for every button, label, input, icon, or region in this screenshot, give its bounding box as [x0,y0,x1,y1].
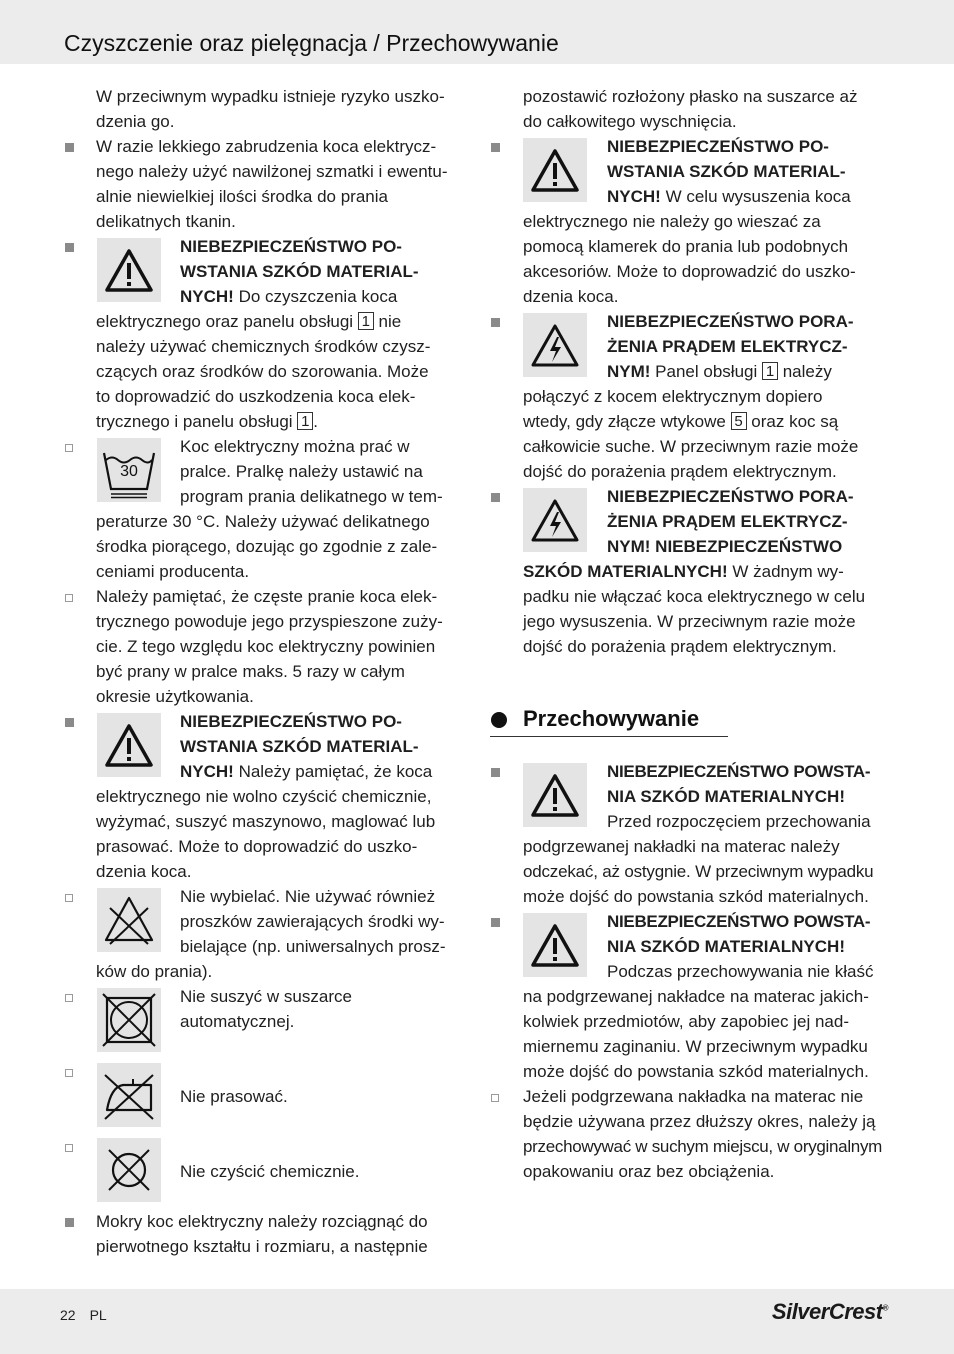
warning-triangle-icon [523,138,587,202]
text-line: Należy pamiętać, że częste pranie koca elek- [96,587,438,606]
text-line: akcesoriów. Może to doprowadzić do uszko- [523,262,856,281]
page-info [60,1307,107,1323]
text-line: pralce. Pralkę należy ustawić na [180,462,423,481]
part-reference: 1 [297,412,313,430]
wash-30-icon [97,438,161,502]
bullet-filled [491,768,500,777]
text-line: jego wysuszenia. W przeciwnym razie może [523,612,856,631]
text-line: miernemu zaginaniu. W przeciwnym wypadku [523,1037,868,1056]
text-line: ceniami producenta. [96,562,250,581]
text-span: należy [777,362,832,381]
text-line: Nie suszyć w suszarce [180,987,352,1006]
text-line: przechowywać w suchym miejscu, w oryginalnym [523,1137,883,1156]
warning-heading: NYCH! [180,287,234,306]
no-ironing-icon [97,1063,161,1127]
text-line: Podczas przechowywania nie kłaść [607,962,874,981]
bullet-filled [65,718,74,727]
bullet-open [65,1069,73,1077]
text-line: dojść do porażenia prądem elektrycznym. [523,637,837,656]
warning-triangle-icon [523,763,587,827]
text-span: Panel obsługi [650,362,762,381]
warning-heading: WSTANIA SZKÓD MATERIAL- [607,162,846,181]
no-bleach-icon [97,888,161,952]
warning-heading: NIEBEZPIECZEŃSTWO PORA- [607,312,854,331]
text-line: automatycznej. [180,1012,295,1031]
text-line: Koc elektryczny można prać w [180,437,410,456]
text-line: peraturze 30 °C. Należy używać delikatnego [96,512,430,531]
text-line: połączyć z kocem elektrycznym dopiero [523,387,823,406]
bullet-open [491,1094,499,1102]
text-span: trycznego i panelu obsługi [96,412,298,431]
warning-heading: ŻENIA PRĄDEM ELEKTRYCZ- [607,337,848,356]
bullet-filled [491,493,500,502]
warning-heading: NIEBEZPIECZEŃSTWO PORA- [607,487,854,506]
warning-heading: NYCH! [180,762,234,781]
text-line: nego należy użyć nawilżonej szmatki i ewentu- [96,162,448,181]
part-reference: 1 [358,312,374,330]
warning-heading: NIEBEZPIECZEŃSTWO PO- [180,712,402,731]
text-line: elektrycznego nie wolno czyścić chemicznie, [96,787,432,806]
text-line: alnie niewielkiej ilości środka do prania [96,187,388,206]
text-line: całkowicie suche. W przeciwnym razie może [523,437,859,456]
warning-heading: WSTANIA SZKÓD MATERIAL- [180,262,419,281]
text-span: elektrycznego oraz panelu obsługi [96,312,358,331]
text-line: dzenia koca. [523,287,619,306]
text-line: Nie wybielać. Nie używać również [180,887,436,906]
electric-shock-warning-icon [523,313,587,377]
section-bullet-icon [491,712,507,728]
bullet-filled [65,243,74,252]
warning-heading: NIEBEZPIECZEŃSTWO PO- [180,237,402,256]
warning-heading: WSTANIA SZKÓD MATERIAL- [180,737,419,756]
warning-triangle-icon [97,238,161,302]
text-line: środka piorącego, dozując go zgodnie z zale- [96,537,438,556]
text-line: być prany w pralce maks. 5 razy w całym [96,662,405,681]
page-footer [0,1289,954,1354]
page-title: Czyszczenie oraz pielęgnacja / Przechowywanie [64,30,559,56]
warning-heading: NIEBEZPIECZEŃSTWO POWSTA- [607,762,871,781]
no-tumble-dry-icon [97,988,161,1052]
warning-heading: NYM! NIEBEZPIECZEŃSTWO [607,537,843,556]
text-line: kolwiek przedmiotów, aby zapobiec jej nad- [523,1012,850,1031]
bullet-open [65,594,73,602]
text-line: odczekać, aż ostygnie. W przeciwnym wypadku [523,862,874,881]
bullet-open [65,994,73,1002]
text-span: W celu wysuszenia koca [660,187,851,206]
text-line: czących oraz środków do szorowania. Może [96,362,429,381]
text-line: na podgrzewanej nakładce na materac jakich- [523,987,869,1006]
section-underline [490,736,728,737]
text-line: prasować. Może to doprowadzić do uszko- [96,837,418,856]
text-line: cie. Z tego względu koc elektryczny powinien [96,637,436,656]
text-span: Należy pamiętać, że koca [233,762,433,781]
bullet-open [65,894,73,902]
bullet-open [65,1144,73,1152]
text-span: nie [373,312,402,331]
warning-heading: NIEBEZPIECZEŃSTWO PO- [607,137,829,156]
text-line: pierwotnego kształtu i rozmiaru, a następnie [96,1237,428,1256]
text-line: dojść do porażenia prądem elektrycznym. [523,462,837,481]
bullet-open [65,444,73,452]
bullet-filled [65,1218,74,1227]
warning-heading: ŻENIA PRĄDEM ELEKTRYCZ- [607,512,848,531]
page-number: 22 [60,1307,76,1323]
bullet-filled [491,143,500,152]
text-line: może dojść do powstania szkód materialnych. [523,1062,869,1081]
text-line: będzie używana przez dłuższy okres, należy ją [523,1112,876,1131]
text-line: W przeciwnym wypadku istnieje ryzyko uszko- [96,87,445,106]
text-line: Nie prasować. [180,1087,288,1106]
text-line: pozostawić rozłożony płasko na suszarce aż [523,87,858,106]
text-line: okresie użytkowania. [96,687,254,706]
text-line: W razie lekkiego zabrudzenia koca elektrycz- [96,137,437,156]
text-line: dzenia koca. [96,862,192,881]
brand-logo [772,1299,888,1325]
text-line: pomocą klamerek do prania lub podobnych [523,237,849,256]
warning-triangle-icon [97,713,161,777]
text-line: Jeżeli podgrzewana nakładka na materac nie [523,1087,864,1106]
text-line: proszków zawierających środki wy- [180,912,445,931]
text-span: wtedy, gdy złącze wtykowe [523,412,731,431]
brand-name: SilverCrest [771,1299,883,1324]
part-reference: 5 [731,412,747,430]
text-line: wyżymać, suszyć maszynowo, maglować lub [96,812,436,831]
registered-mark: ® [882,1303,888,1313]
bullet-filled [491,318,500,327]
part-reference: 1 [762,362,778,380]
no-dry-cleaning-icon [97,1138,161,1202]
text-line: należy używać chemicznych środków czysz- [96,337,431,356]
text-line: bielające (np. uniwersalnych prosz- [180,937,446,956]
section-title: Przechowywanie [523,706,700,731]
text-line: dzenia go. [96,112,175,131]
warning-heading: NYM! [607,362,651,381]
text-span: Do czyszczenia koca [233,287,398,306]
text-line: opakowaniu oraz bez obciążenia. [523,1162,775,1181]
language-code: PL [89,1307,107,1323]
bullet-filled [65,143,74,152]
text-line: może dojść do powstania szkód materialnych. [523,887,869,906]
text-line: trycznego powoduje jego przyspieszone zuży- [96,612,443,631]
text-span: oraz koc są [746,412,839,431]
warning-heading: NIA SZKÓD MATERIALNYCH! [607,937,845,956]
electric-shock-warning-icon [523,488,587,552]
text-line: delikatnych tkanin. [96,212,236,231]
warning-heading: NIEBEZPIECZEŃSTWO POWSTA- [607,912,871,931]
warning-heading: NYCH! [607,187,661,206]
text-line: podgrzewanej nakładki na materac należy [523,837,840,856]
warning-triangle-icon [523,913,587,977]
text-line: elektrycznego nie należy go wieszać za [523,212,821,231]
text-span: . [313,412,319,431]
text-line: to doprowadzić do uszkodzenia koca elek- [96,387,416,406]
page-header [0,0,954,64]
warning-heading: SZKÓD MATERIALNYCH! [523,562,728,581]
text-line: program prania delikatnego w tem- [180,487,443,506]
text-span: W żadnym wy- [727,562,844,581]
text-line: padku nie włączać koca elektrycznego w celu [523,587,866,606]
text-line: ków do prania). [96,962,213,981]
warning-heading: NIA SZKÓD MATERIALNYCH! [607,787,845,806]
text-line: Nie czyścić chemicznie. [180,1162,360,1181]
text-line: Przed rozpoczęciem przechowania [607,812,871,831]
bullet-filled [491,918,500,927]
text-line: do całkowitego wyschnięcia. [523,112,737,131]
text-line: Mokry koc elektryczny należy rozciągnąć do [96,1212,428,1231]
wash-temperature-label: 30 [120,463,138,480]
